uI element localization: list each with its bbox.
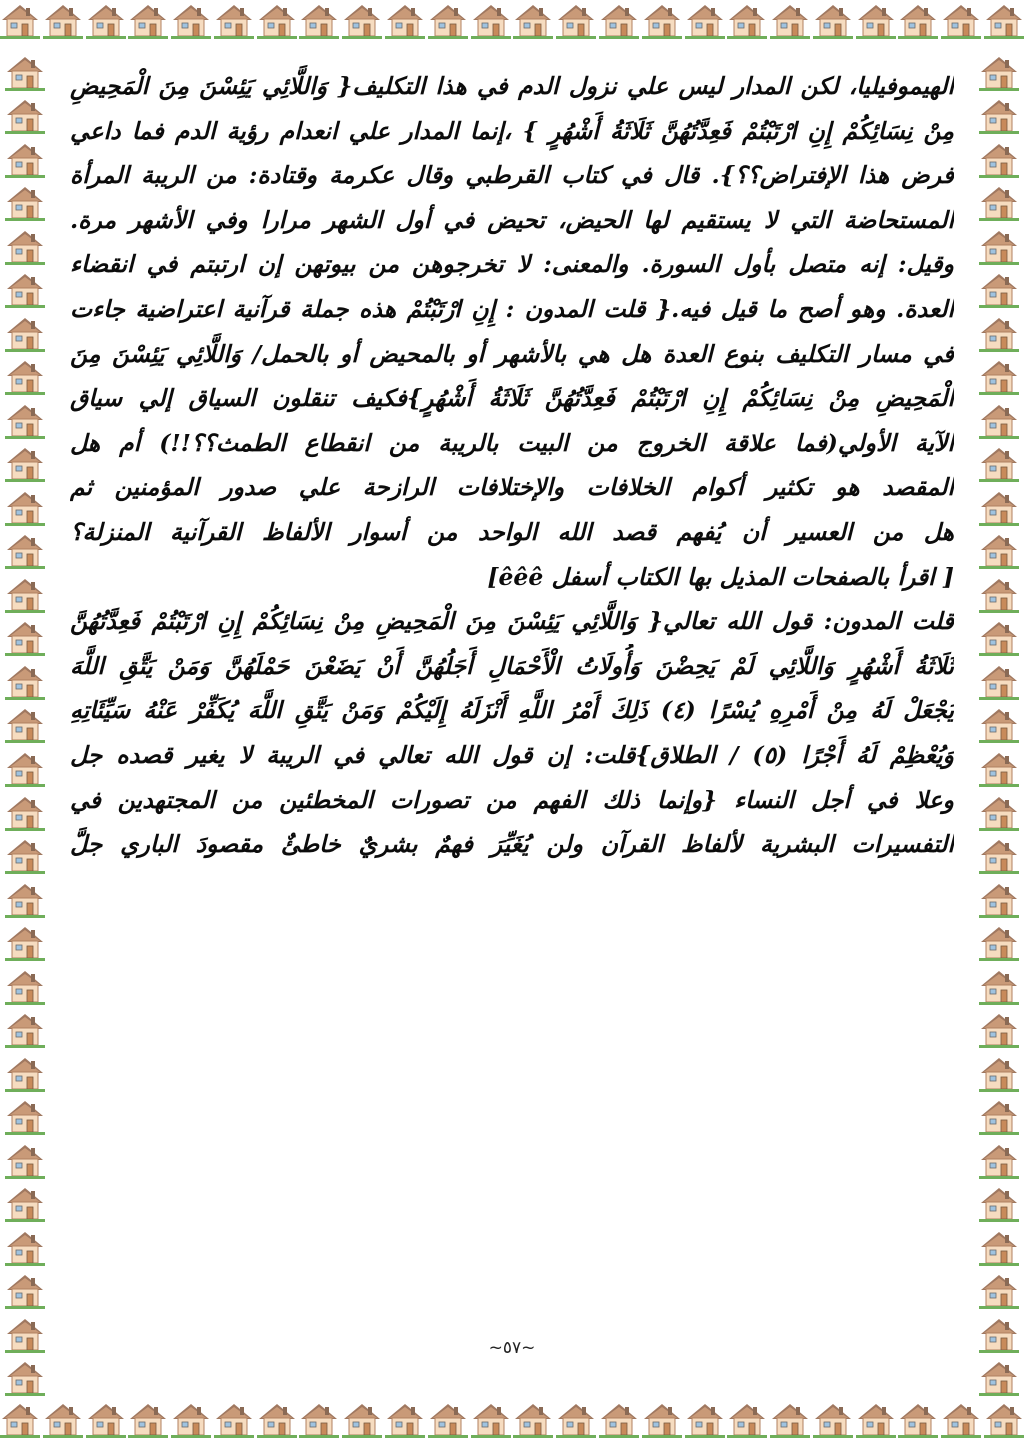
house-icon [5,1227,45,1267]
house-icon [979,835,1019,875]
house-icon [257,1399,297,1449]
house-icon [5,139,45,179]
house-icon [5,182,45,222]
house-icon [979,574,1019,614]
house-icon [299,0,339,50]
house-icon [979,269,1019,309]
house-icon [979,182,1019,222]
text-line: التفسيرات البشرية لألفاظ القرآن ولن يُغَيِّرَ فهمٌ بشريٌ خاطئٌ مقصودَ الباري جلَّ [70,830,954,859]
house-icon [5,1009,45,1049]
house-icon [979,95,1019,135]
house-icon [513,0,553,50]
house-icon [979,356,1019,396]
house-icon [171,0,211,50]
text-line: فرض هذا الإفتراض؟؟}. قال في كتاب القرطبي وقال عكرمة وقتادة: من الريبة المرأة [70,161,954,190]
house-icon [5,487,45,527]
text-line: قلت المدون: قول الله تعالي{ وَاللَّائِي يَئِسْنَ مِنَ الْمَحِيضِ مِنْ نِسَائِكُمْ إِنِ ارْتَبْتُمْ فَعِدَّتُهُنَّ [70,607,954,636]
house-icon [727,1399,767,1449]
house-icon [86,0,126,50]
house-icon [979,1227,1019,1267]
house-icon [979,443,1019,483]
page-body-text [70,64,954,1314]
house-icon [979,748,1019,788]
top-border [0,0,1024,50]
text-line: الهيموفيليا، لكن المدار ليس علي نزول الدم في هذا التكليف{ وَاللَّائِي يَئِسْنَ مِنَ الْمَحِيضِ [70,72,954,100]
house-icon [979,1270,1019,1310]
text-line: وقيل: إنه متصل بأول السورة. والمعنى: لا تخرجوهن من بيوتهن إن ارتبتم في انقضاء [70,250,954,279]
house-icon [43,1399,83,1449]
house-icon [5,661,45,701]
house-icon [941,0,981,50]
text-line-reference-note: [ اقرأ بالصفحات المذيل بها الكتاب أسفل êêê] [487,562,954,591]
house-icon [5,1140,45,1180]
text-line: مِنْ نِسَائِكُمْ إِنِ ارْتَبْتُمْ فَعِدَّتُهُنَّ ثَلَاثَةُ أَشْهُرٍ } ،إنما المدار علي انعدام رؤية الدم فما داعي [70,116,954,145]
house-icon [813,1399,853,1449]
house-icon [685,1399,725,1449]
house-icon [770,1399,810,1449]
house-icon [5,95,45,135]
left-border [0,50,50,1399]
house-icon [685,0,725,50]
text-line: في مسار التكليف بنوع العدة هل هي بالأشهر أو بالمحيض أو بالحمل/ وَاللَّائِي يَئِسْنَ مِنَ [70,339,954,368]
house-icon [5,1270,45,1310]
house-icon [979,1096,1019,1136]
house-icon [898,1399,938,1449]
house-icon [979,1009,1019,1049]
house-icon [5,1183,45,1223]
house-icon [642,1399,682,1449]
text-line: العدة. وهو أصح ما قيل فيه.{ قلت المدون : إِنِ ارْتَبْتُمْ هذه جملة قرآنية اعتراضية جاءت [70,294,954,323]
house-icon [979,52,1019,92]
text-line: ثَلَاثَةُ أَشْهُرٍ وَاللَّائِي لَمْ يَحِضْنَ وَأُولَاتُ الْأَحْمَالِ أَجَلُهُنَّ أَنْ يَضَعْنَ حَمْلَهُنَّ وَمَنْ يَتَّقِ اللَّهَ [70,651,954,680]
house-icon [979,1053,1019,1093]
house-icon [5,835,45,875]
house-icon [979,1140,1019,1180]
house-icon [979,922,1019,962]
house-icon [979,704,1019,744]
house-icon [856,0,896,50]
house-icon [979,617,1019,657]
house-icon [5,226,45,266]
house-icon [428,1399,468,1449]
house-icon [556,1399,596,1449]
house-icon [471,1399,511,1449]
house-icon [0,1399,40,1449]
text-line: المستحاضة التي لا يستقيم لها الحيض، تحيض في أول الشهر مرارا وفي الأشهر مرة. [70,205,954,234]
text-line: الْمَحِيضِ مِنْ نِسَائِكُمْ إِنِ ارْتَبْتُمْ فَعِدَّتُهُنَّ ثَلَاثَةُ أَشْهُرٍ}فكيف تنقلون السياق إلي سياق [70,384,954,413]
house-icon [385,1399,425,1449]
house-icon [599,1399,639,1449]
house-icon [5,704,45,744]
house-icon [5,356,45,396]
house-icon [979,966,1019,1006]
house-icon [556,0,596,50]
house-icon [5,879,45,919]
house-icon [979,879,1019,919]
house-icon [979,661,1019,701]
house-icon [5,443,45,483]
house-icon [984,0,1024,50]
text-line: يَجْعَلْ لَهُ مِنْ أَمْرِهِ يُسْرًا (٤) ذَلِكَ أَمْرُ اللَّهِ أَنْزَلَهُ إِلَيْكُمْ وَمَنْ يَتَّقِ اللَّهَ يُكَفِّرْ عَنْهُ سَيِّئَاتِهِ [70,696,954,725]
house-icon [979,226,1019,266]
house-icon [727,0,767,50]
house-icon [5,400,45,440]
house-icon [86,1399,126,1449]
house-icon [979,1357,1019,1397]
house-icon [128,1399,168,1449]
house-icon [979,400,1019,440]
house-icon [979,1183,1019,1223]
house-icon [984,1399,1024,1449]
house-icon [471,0,511,50]
page-number: ~٥٧~ [488,1338,536,1358]
house-icon [5,922,45,962]
house-icon [5,530,45,570]
house-icon [5,1096,45,1136]
house-icon [513,1399,553,1449]
house-icon [642,0,682,50]
house-icon [342,1399,382,1449]
house-icon [5,269,45,309]
house-icon [898,0,938,50]
house-icon [599,0,639,50]
house-icon [43,0,83,50]
house-icon [5,1357,45,1397]
house-icon [979,792,1019,832]
house-icon [5,748,45,788]
house-icon [214,1399,254,1449]
house-icon [856,1399,896,1449]
right-border [974,50,1024,1399]
house-icon [5,966,45,1006]
house-icon [342,0,382,50]
house-icon [5,792,45,832]
house-icon [214,0,254,50]
house-icon [770,0,810,50]
house-icon [299,1399,339,1449]
house-icon [813,0,853,50]
house-icon [979,487,1019,527]
house-icon [941,1399,981,1449]
house-icon [428,0,468,50]
house-icon [257,0,297,50]
house-icon [979,313,1019,353]
house-icon [5,313,45,353]
house-icon [171,1399,211,1449]
text-line: وعلا في أجل النساء {وإنما ذلك الفهم من تصورات المخطئين من المجتهدين في [70,785,954,814]
house-icon [0,0,40,50]
text-line: وَيُعْظِمْ لَهُ أَجْرًا (٥) / الطلاق}قلت: إن قول الله تعالي في الريبة لا يغير قصده جل [70,740,954,769]
house-icon [5,574,45,614]
text-line: هل من العسير أن يُفهم قصد الله الواحد من أسوار الألفاظ القرآنية المنزلة؟ [70,517,954,546]
text-line: الآية الأولي(فما علاقة الخروج من البيت بالريبة من انقطاع الطمث؟؟!!) أم هل [70,428,954,457]
house-icon [385,0,425,50]
bottom-border [0,1399,1024,1449]
house-icon [5,617,45,657]
house-icon [979,139,1019,179]
house-icon [5,1053,45,1093]
house-icon [128,0,168,50]
house-icon [979,530,1019,570]
text-line: المقصد هو تكثير أكوام الخلافات والإختلافات الرازحة علي صدور المؤمنين ثم [70,473,954,502]
house-icon [5,52,45,92]
